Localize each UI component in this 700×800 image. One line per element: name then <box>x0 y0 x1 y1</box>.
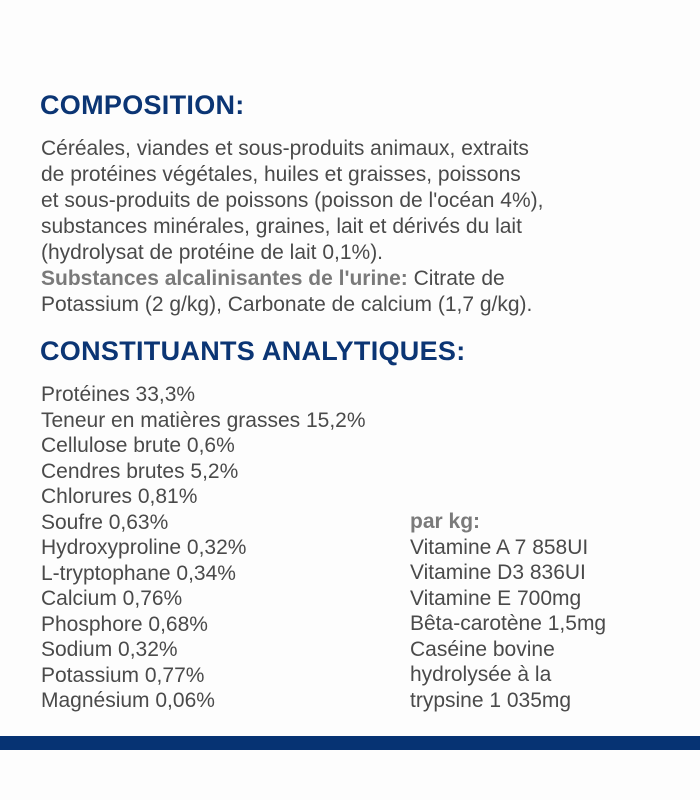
list-item: Vitamine D3 836UI <box>410 561 586 584</box>
list-item: Phosphore 0,68% <box>41 612 208 636</box>
list-item: Teneur en matières grasses 15,2% <box>41 408 366 432</box>
list-item: Cellulose brute 0,6% <box>41 434 235 457</box>
list-item: Sodium 0,32% <box>41 638 178 661</box>
per-kg-title: par kg: <box>410 510 481 533</box>
list-item: Protéines 33,3% <box>41 383 196 406</box>
list-item: Soufre 0,63% <box>41 510 169 534</box>
alkalinizing-label: Substances alcalinisantes de l'urine: <box>41 267 408 290</box>
alkalinizing-line-2: Potassium (2 g/kg), Carbonate de calcium (1,7 g/kg). <box>41 293 533 316</box>
list-item: Chlorures 0,81% <box>41 485 198 508</box>
list-item: L-tryptophane 0,34% <box>41 561 236 585</box>
composition-heading: COMPOSITION: <box>40 90 245 120</box>
list-item: Vitamine E 700mg <box>410 586 582 610</box>
list-item: Potassium 0,77% <box>41 663 205 687</box>
alkalinizing-line <box>41 266 681 292</box>
list-item: Cendres brutes 5,2% <box>41 459 239 483</box>
list-item: Caséine bovine <box>410 637 555 661</box>
analytical-list <box>41 382 366 714</box>
analytical-heading: CONSTITUANTS ANALYTIQUES: <box>40 336 466 366</box>
composition-text <box>41 136 681 318</box>
per-kg-list <box>410 509 606 713</box>
composition-line: (hydrolysat de protéine de lait 0,1%). <box>41 241 384 264</box>
list-item: trypsine 1 035mg <box>410 688 572 712</box>
composition-line: de protéines végétales, huiles et graisses, poissons <box>41 163 521 186</box>
list-item: Magnésium 0,06% <box>41 689 215 712</box>
list-item: Calcium 0,76% <box>41 587 183 610</box>
composition-line: substances minérales, graines, lait et dérivés du lait <box>41 215 522 238</box>
list-item: Bêta-carotène 1,5mg <box>410 612 607 635</box>
list-item: hydrolysée à la <box>410 663 552 686</box>
list-item: Vitamine A 7 858UI <box>410 535 589 559</box>
alkalinizing-text: Citrate de <box>407 267 505 290</box>
composition-line: Céréales, viandes et sous-produits animaux, extraits <box>41 137 529 160</box>
bottom-accent-bar <box>0 736 700 750</box>
composition-line: et sous-produits de poissons (poisson de l'océan 4%), <box>41 189 544 212</box>
list-item: Hydroxyproline 0,32% <box>41 536 247 559</box>
